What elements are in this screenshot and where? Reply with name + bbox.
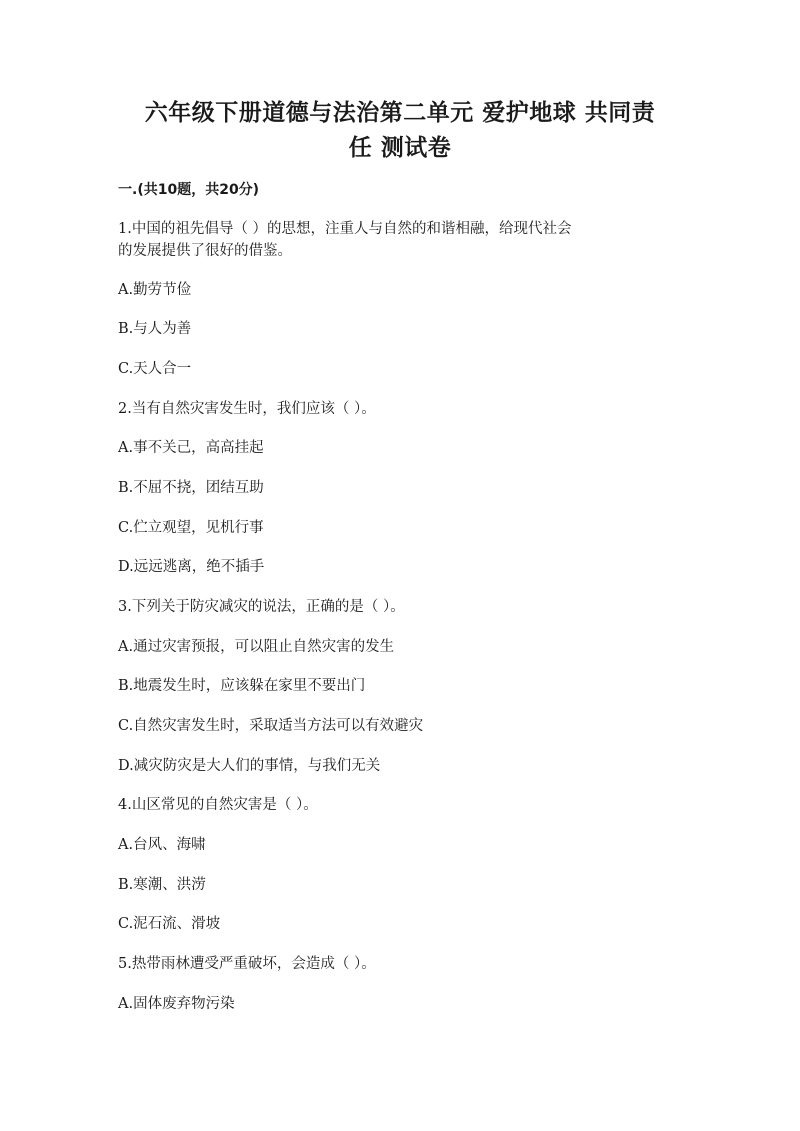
question-2-option-b: B.不屈不挠，团结互助 (118, 480, 264, 496)
question-1-stem-line-1: 1.中国的祖先倡导（ ）的思想，注重人与自然的和谐相融，给现代社会 (118, 221, 572, 237)
question-4-option-a: A.台风、海啸 (118, 837, 206, 853)
question-1-stem-line-2: 的发展提供了很好的借鉴。 (118, 243, 292, 259)
question-1-option-b: B.与人为善 (118, 321, 192, 337)
title-line-2: 任 测试卷 (348, 135, 452, 161)
question-1-option-c: C.天人合一 (118, 361, 192, 377)
question-4-stem: 4.山区常见的自然灾害是（ ）。 (118, 797, 318, 813)
question-2-stem: 2.当有自然灾害发生时，我们应该（ ）。 (118, 401, 376, 417)
question-5-stem: 5.热带雨林遭受严重破坏，会造成（ ）。 (118, 956, 376, 972)
question-3-option-a: A.通过灾害预报，可以阻止自然灾害的发生 (118, 639, 395, 655)
question-3-stem: 3.下列关于防灾减灾的说法，正确的是（ ）。 (118, 599, 405, 615)
question-2-option-a: A.事不关己，高高挂起 (118, 440, 264, 456)
section-header: 一.(共10题，共20分) (118, 182, 260, 198)
title-line-1: 六年级下册道德与法治第二单元 爱护地球 共同责 (144, 100, 656, 126)
question-5-option-a: A.固体废弃物污染 (118, 996, 235, 1012)
question-4-option-c: C.泥石流、滑坡 (118, 916, 221, 932)
question-4-option-b: B.寒潮、洪涝 (118, 877, 206, 893)
question-2-option-c: C.伫立观望，见机行事 (118, 520, 264, 536)
question-2-option-d: D.远远逃离，绝不插手 (118, 559, 265, 575)
question-3-option-d: D.减灾防灾是大人们的事情，与我们无关 (118, 758, 381, 774)
question-3-option-b: B.地震发生时，应该躲在家里不要出门 (118, 678, 366, 694)
question-3-option-c: C.自然灾害发生时，采取适当方法可以有效避灾 (118, 718, 424, 734)
page-title (100, 96, 700, 166)
question-1-option-a: A.勤劳节俭 (118, 282, 192, 298)
